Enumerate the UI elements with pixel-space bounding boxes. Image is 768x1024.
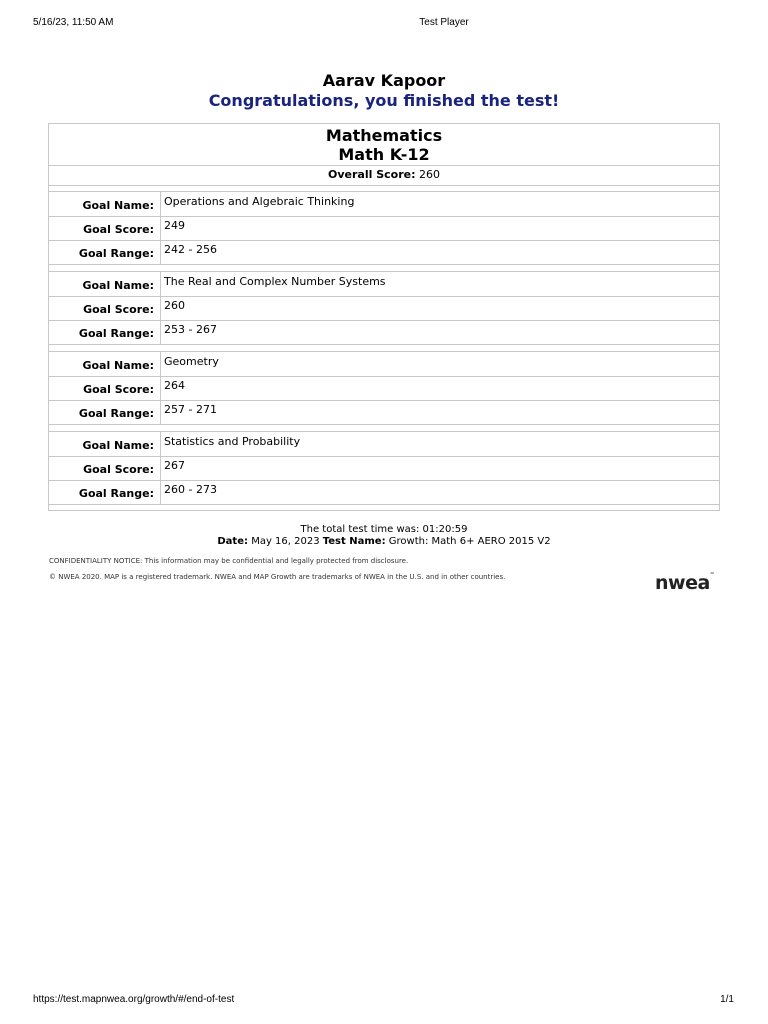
goal-score-value: 249: [164, 219, 185, 232]
course-name: Math K-12: [338, 145, 430, 164]
test-date-line: [0, 536, 768, 547]
goal-name-value: The Real and Complex Number Systems: [164, 275, 386, 288]
goal-name-value: Statistics and Probability: [164, 435, 301, 448]
print-datetime: 5/16/23, 11:50 AM: [33, 17, 114, 28]
trademark-mark: ™: [709, 572, 715, 578]
row-spacer: [49, 425, 719, 432]
goal-range-value: 257 - 271: [164, 403, 217, 416]
goal-range-label: Goal Range:: [49, 240, 161, 264]
goal-score-label: Goal Score:: [49, 376, 161, 400]
goal-range-label: Goal Range:: [49, 480, 161, 504]
goal-name-row: [49, 192, 719, 217]
goal-score-row: [49, 376, 719, 401]
overall-score-value: 260: [418, 168, 440, 181]
row-spacer: [49, 265, 719, 272]
goal-score-label: Goal Score:: [49, 456, 161, 480]
date-value: May 16, 2023: [251, 536, 320, 547]
goal-score-value: 267: [164, 459, 185, 472]
goal-name-value: Geometry: [164, 355, 219, 368]
goal-name-label: Goal Name:: [49, 272, 161, 296]
goal-range-row: [49, 320, 719, 345]
confidentiality-notice: CONFIDENTIALITY NOTICE: This information may be confidential and legally protected from disclosure.: [49, 557, 409, 565]
page-url: https://test.mapnwea.org/growth/#/end-of-test: [33, 994, 235, 1005]
goal-name-label: Goal Name:: [49, 432, 161, 456]
goal-range-row: [49, 240, 719, 265]
print-title: Test Player: [419, 17, 469, 28]
results-title: [49, 124, 719, 166]
goal-name-row: [49, 352, 719, 377]
row-spacer: [49, 185, 719, 192]
goal-name-label: Goal Name:: [49, 192, 161, 216]
goal-score-label: Goal Score:: [49, 296, 161, 320]
test-name-value: Growth: Math 6+ AERO 2015 V2: [388, 536, 551, 547]
print-footer: [0, 994, 768, 1008]
logo-text: nwea: [655, 572, 710, 594]
goal-range-value: 253 - 267: [164, 323, 217, 336]
results-table: [48, 123, 720, 511]
overall-score-label: Overall Score:: [328, 168, 416, 181]
date-label: Date:: [217, 536, 248, 547]
congratulations-message: Congratulations, you finished the test!: [208, 91, 560, 110]
goal-range-label: Goal Range:: [49, 320, 161, 344]
print-header: [0, 17, 768, 31]
goal-name-label: Goal Name:: [49, 352, 161, 376]
total-test-time: The total test time was: 01:20:59: [300, 524, 468, 535]
copyright-notice: © NWEA 2020. MAP is a registered trademark. NWEA and MAP Growth are trademarks of NWEA in the U.S. and in other countries.: [49, 573, 506, 581]
goal-range-row: [49, 400, 719, 425]
goal-score-label: Goal Score:: [49, 216, 161, 240]
goal-range-row: [49, 480, 719, 505]
goal-score-row: [49, 216, 719, 241]
row-spacer: [49, 345, 719, 352]
page-number: 1/1: [720, 994, 734, 1005]
goal-range-value: 260 - 273: [164, 483, 217, 496]
nwea-logo: [655, 572, 714, 592]
overall-score: [49, 166, 719, 186]
goal-score-row: [49, 456, 719, 481]
goal-name-row: [49, 272, 719, 297]
goal-range-value: 242 - 256: [164, 243, 217, 256]
goal-name-row: [49, 432, 719, 457]
goal-score-row: [49, 296, 719, 321]
goal-name-value: Operations and Algebraic Thinking: [164, 195, 355, 208]
test-name-label: Test Name:: [322, 536, 386, 547]
goal-score-value: 264: [164, 379, 185, 392]
student-name: Aarav Kapoor: [322, 71, 446, 90]
goal-range-label: Goal Range:: [49, 400, 161, 424]
subject-name: Mathematics: [325, 126, 443, 145]
goal-score-value: 260: [164, 299, 185, 312]
